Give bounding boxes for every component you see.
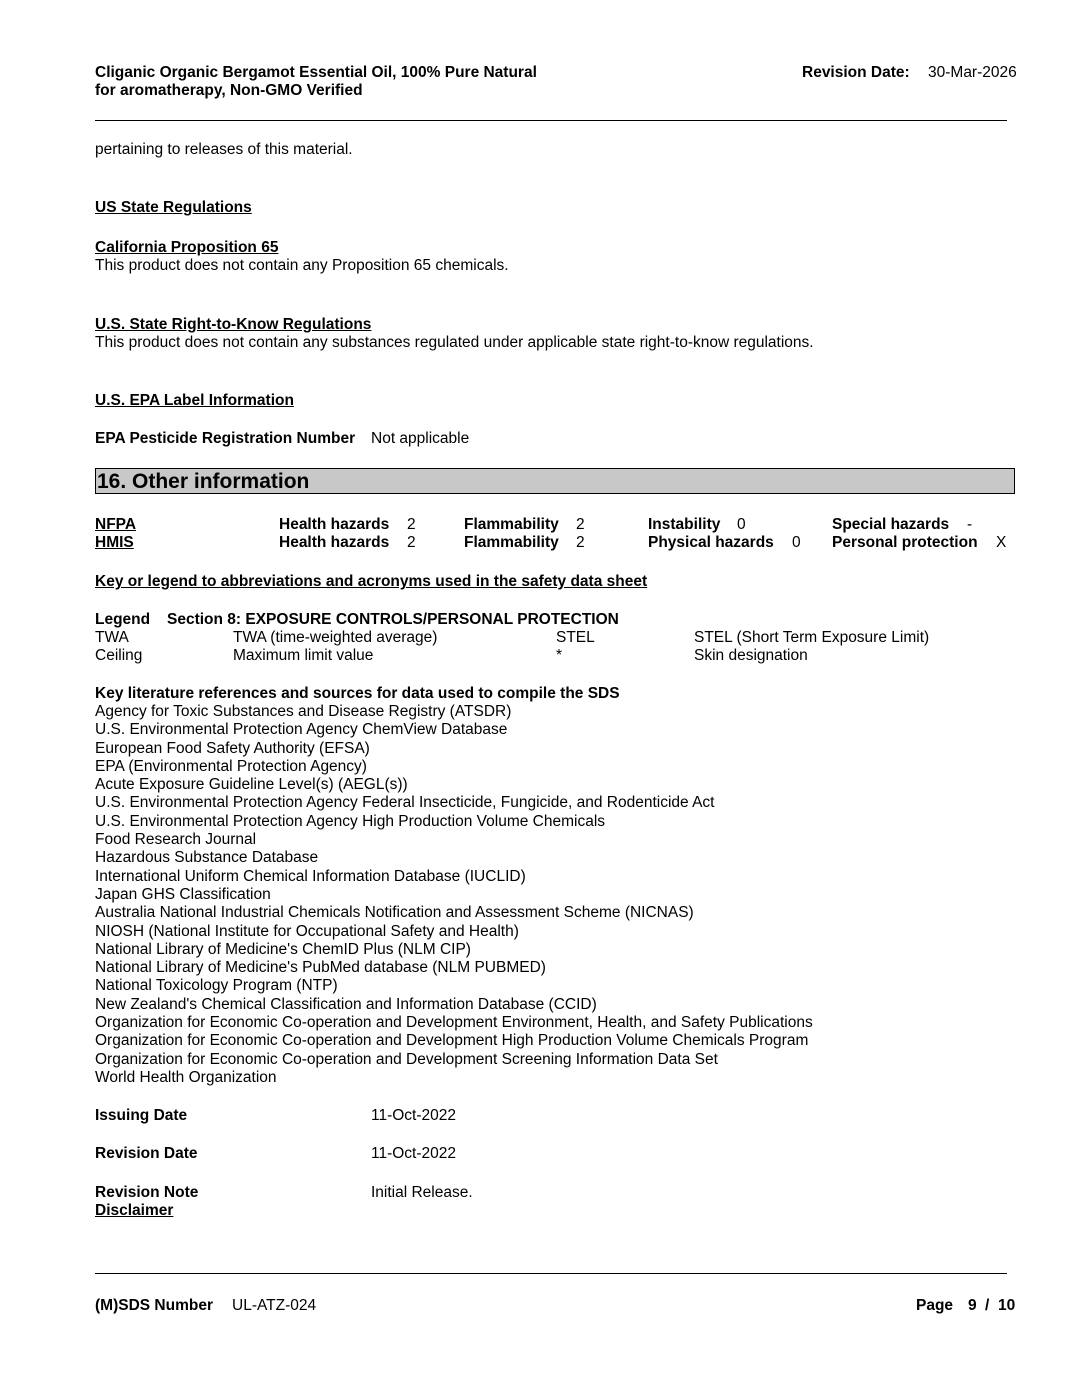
list-item: International Uniform Chemical Information Database (IUCLID) — [95, 867, 526, 885]
epa-label-heading: U.S. EPA Label Information — [95, 392, 294, 409]
page-current: 9 — [968, 1297, 977, 1314]
prop65-text: This product does not contain any Proposition 65 chemicals. — [95, 257, 509, 274]
list-item: Acute Exposure Guideline Level(s) (AEGL(s)) — [95, 776, 408, 794]
page-total: 10 — [998, 1297, 1016, 1314]
epa-registration-label: EPA Pesticide Registration Number — [95, 430, 356, 447]
revision-date-label: Revision Date: — [802, 64, 910, 81]
prop65-heading: California Proposition 65 — [95, 239, 279, 256]
list-item: Australia National Industrial Chemicals Notification and Assessment Scheme (NICNAS) — [95, 904, 694, 922]
product-name-line2: for aromatherapy, Non-GMO Verified — [95, 82, 363, 99]
list-item: National Toxicology Program (NTP) — [95, 977, 338, 995]
list-item: National Library of Medicine's ChemID Plus (NLM CIP) — [95, 940, 471, 958]
nfpa-label: NFPA — [95, 516, 137, 533]
sds-number-value: UL-ATZ-024 — [232, 1297, 317, 1314]
header-divider — [95, 120, 1007, 121]
section-16-header — [95, 468, 1015, 494]
continuation-text: pertaining to releases of this material. — [95, 141, 353, 158]
nfpa-health-label: Health hazards — [279, 516, 390, 533]
list-item: NIOSH (National Institute for Occupational Safety and Health) — [95, 922, 519, 940]
legend-meaning: Maximum limit value — [233, 647, 374, 664]
sds-number-label: (M)SDS Number — [95, 1297, 213, 1314]
hmis-ppe-value: X — [996, 534, 1007, 551]
revision-date-value: 30-Mar-2026 — [928, 64, 1017, 81]
list-item: Agency for Toxic Substances and Disease Registry (ATSDR) — [95, 703, 512, 720]
list-item: Organization for Economic Co-operation and Development Screening Information Data Set — [95, 1050, 718, 1068]
hmis-flammability-label: Flammability — [464, 534, 559, 551]
legend-abbrev: TWA — [95, 629, 129, 646]
nfpa-flammability-label: Flammability — [464, 516, 559, 533]
disclaimer-heading: Disclaimer — [95, 1202, 174, 1219]
list-item: European Food Safety Authority (EFSA) — [95, 739, 370, 757]
revision-note-label: Revision Note — [95, 1184, 199, 1201]
list-item: Food Research Journal — [95, 831, 257, 849]
legend-label: Legend — [95, 611, 151, 628]
key-legend-heading: Key or legend to abbreviations and acronyms used in the safety data sheet — [95, 573, 648, 590]
list-item: New Zealand's Chemical Classification and Information Database (CCID) — [95, 995, 597, 1013]
nfpa-instability-value: 0 — [737, 516, 746, 533]
list-item: Hazardous Substance Database — [95, 849, 319, 867]
hmis-flammability-value: 2 — [576, 534, 585, 551]
legend-meaning: TWA (time-weighted average) — [233, 629, 438, 646]
legend-meaning: Skin designation — [694, 647, 808, 664]
hmis-physical-value: 0 — [792, 534, 801, 551]
hmis-ppe-label: Personal protection — [832, 534, 978, 551]
list-item: Organization for Economic Co-operation and Development Environment, Health, and Safety Publications — [95, 1014, 813, 1032]
nfpa-instability-label: Instability — [648, 516, 721, 533]
issuing-date-label: Issuing Date — [95, 1107, 188, 1124]
literature-heading: Key literature references and sources for data used to compile the SDS — [95, 685, 620, 702]
list-item: U.S. Environmental Protection Agency High Production Volume Chemicals — [95, 812, 606, 830]
list-item: Organization for Economic Co-operation and Development High Production Volume Chemicals Program — [95, 1032, 809, 1050]
page-label: Page — [916, 1297, 954, 1314]
list-item: Japan GHS Classification — [95, 885, 271, 903]
product-name-line1: Cliganic Organic Bergamot Essential Oil, 100% Pure Natural — [95, 64, 537, 81]
list-item: U.S. Environmental Protection Agency ChemView Database — [95, 721, 508, 739]
legend-section-title: Section 8: EXPOSURE CONTROLS/PERSONAL PROTECTION — [167, 611, 619, 628]
issuing-date-value: 11-Oct-2022 — [371, 1107, 457, 1124]
legend-abbrev: * — [556, 647, 563, 664]
nfpa-health-value: 2 — [407, 516, 416, 533]
rtk-heading: U.S. State Right-to-Know Regulations — [95, 316, 372, 333]
legend-abbrev: STEL — [556, 629, 595, 646]
us-state-regulations-heading: US State Regulations — [95, 199, 252, 216]
section-16-title: 16. Other information — [97, 470, 310, 493]
list-item: World Health Organization — [95, 1068, 277, 1086]
list-item: U.S. Environmental Protection Agency Federal Insecticide, Fungicide, and Rodenticide Act — [95, 794, 715, 812]
revision-date-label-2: Revision Date — [95, 1145, 198, 1162]
nfpa-flammability-value: 2 — [576, 516, 585, 533]
list-item: EPA (Environmental Protection Agency) — [95, 757, 367, 775]
footer-divider — [95, 1273, 1007, 1274]
nfpa-special-value: - — [967, 516, 973, 533]
revision-date-value-2: 11-Oct-2022 — [371, 1145, 457, 1162]
nfpa-special-label: Special hazards — [832, 516, 950, 533]
hmis-health-value: 2 — [407, 534, 416, 551]
literature-list — [95, 703, 813, 1087]
epa-registration-value: Not applicable — [371, 430, 470, 447]
list-item: National Library of Medicine's PubMed database (NLM PUBMED) — [95, 959, 546, 977]
hmis-physical-label: Physical hazards — [648, 534, 774, 551]
legend-abbrev: Ceiling — [95, 647, 143, 664]
legend-meaning: STEL (Short Term Exposure Limit) — [694, 629, 930, 646]
revision-note-value: Initial Release. — [371, 1184, 473, 1201]
hmis-label: HMIS — [95, 534, 134, 551]
hmis-health-label: Health hazards — [279, 534, 390, 551]
rtk-text: This product does not contain any substances regulated under applicable state right-to-know regulations. — [95, 334, 814, 351]
page-separator: / — [985, 1297, 990, 1314]
